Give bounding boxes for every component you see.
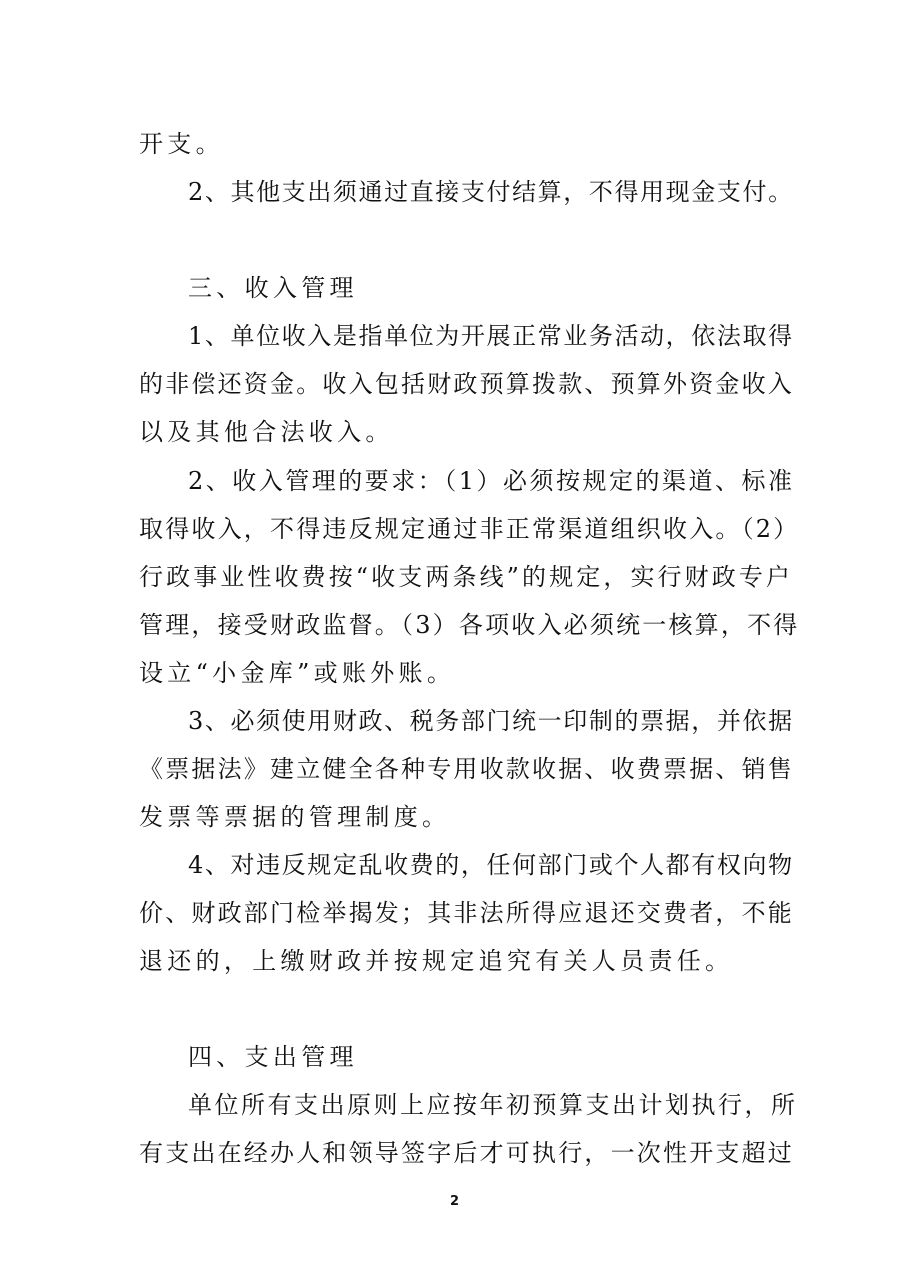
paragraph-line: 《票据法》建立健全各种专用收款收据、收费票据、销售 [139,755,794,783]
paragraph-line: 3、必须使用财政、税务部门统一印制的票据，并依据 [188,707,794,735]
paragraph-line: 1、单位收入是指单位为开展正常业务活动，依法取得 [188,322,794,350]
paragraph-line: 2、收入管理的要求：（1）必须按规定的渠道、标准 [188,467,795,495]
paragraph-line: 管理，接受财政监督。（3）各项收入必须统一核算，不得 [139,611,800,639]
paragraph-line: 单位所有支出原则上应按年初预算支出计划执行，所 [188,1091,798,1119]
page-number: 2 [449,1194,460,1209]
paragraph-line: 退还的，上缴财政并按规定追究有关人员责任。 [139,947,734,975]
paragraph-line: 4、对违反规定乱收费的，任何部门或个人都有权向物 [188,851,794,879]
paragraph-line: 价、财政部门检举揭发；其非法所得应退还交费者，不能 [139,899,794,927]
section-heading: 四、支出管理 [188,1043,358,1071]
paragraph-line: 有支出在经办人和领导签字后才可执行，一次性开支超过 [139,1139,794,1167]
paragraph-line: 取得收入，不得违反规定通过非正常渠道组织收入。（2） [139,515,800,543]
paragraph-line: 开支。 [139,130,224,158]
paragraph-line: 设立“小金库”或账外账。 [139,659,456,687]
paragraph-line: 2、其他支出须通过直接支付结算，不得用现金支付。 [188,178,794,206]
paragraph-line: 的非偿还资金。收入包括财政预算拨款、预算外资金收入 [139,370,794,398]
paragraph-line: 发票等票据的管理制度。 [139,803,451,831]
section-heading: 三、收入管理 [188,274,358,302]
paragraph-line: 以及其他合法收入。 [139,418,394,446]
paragraph-line: 行政事业性收费按“收支两条线”的规定，实行财政专户 [139,563,794,591]
